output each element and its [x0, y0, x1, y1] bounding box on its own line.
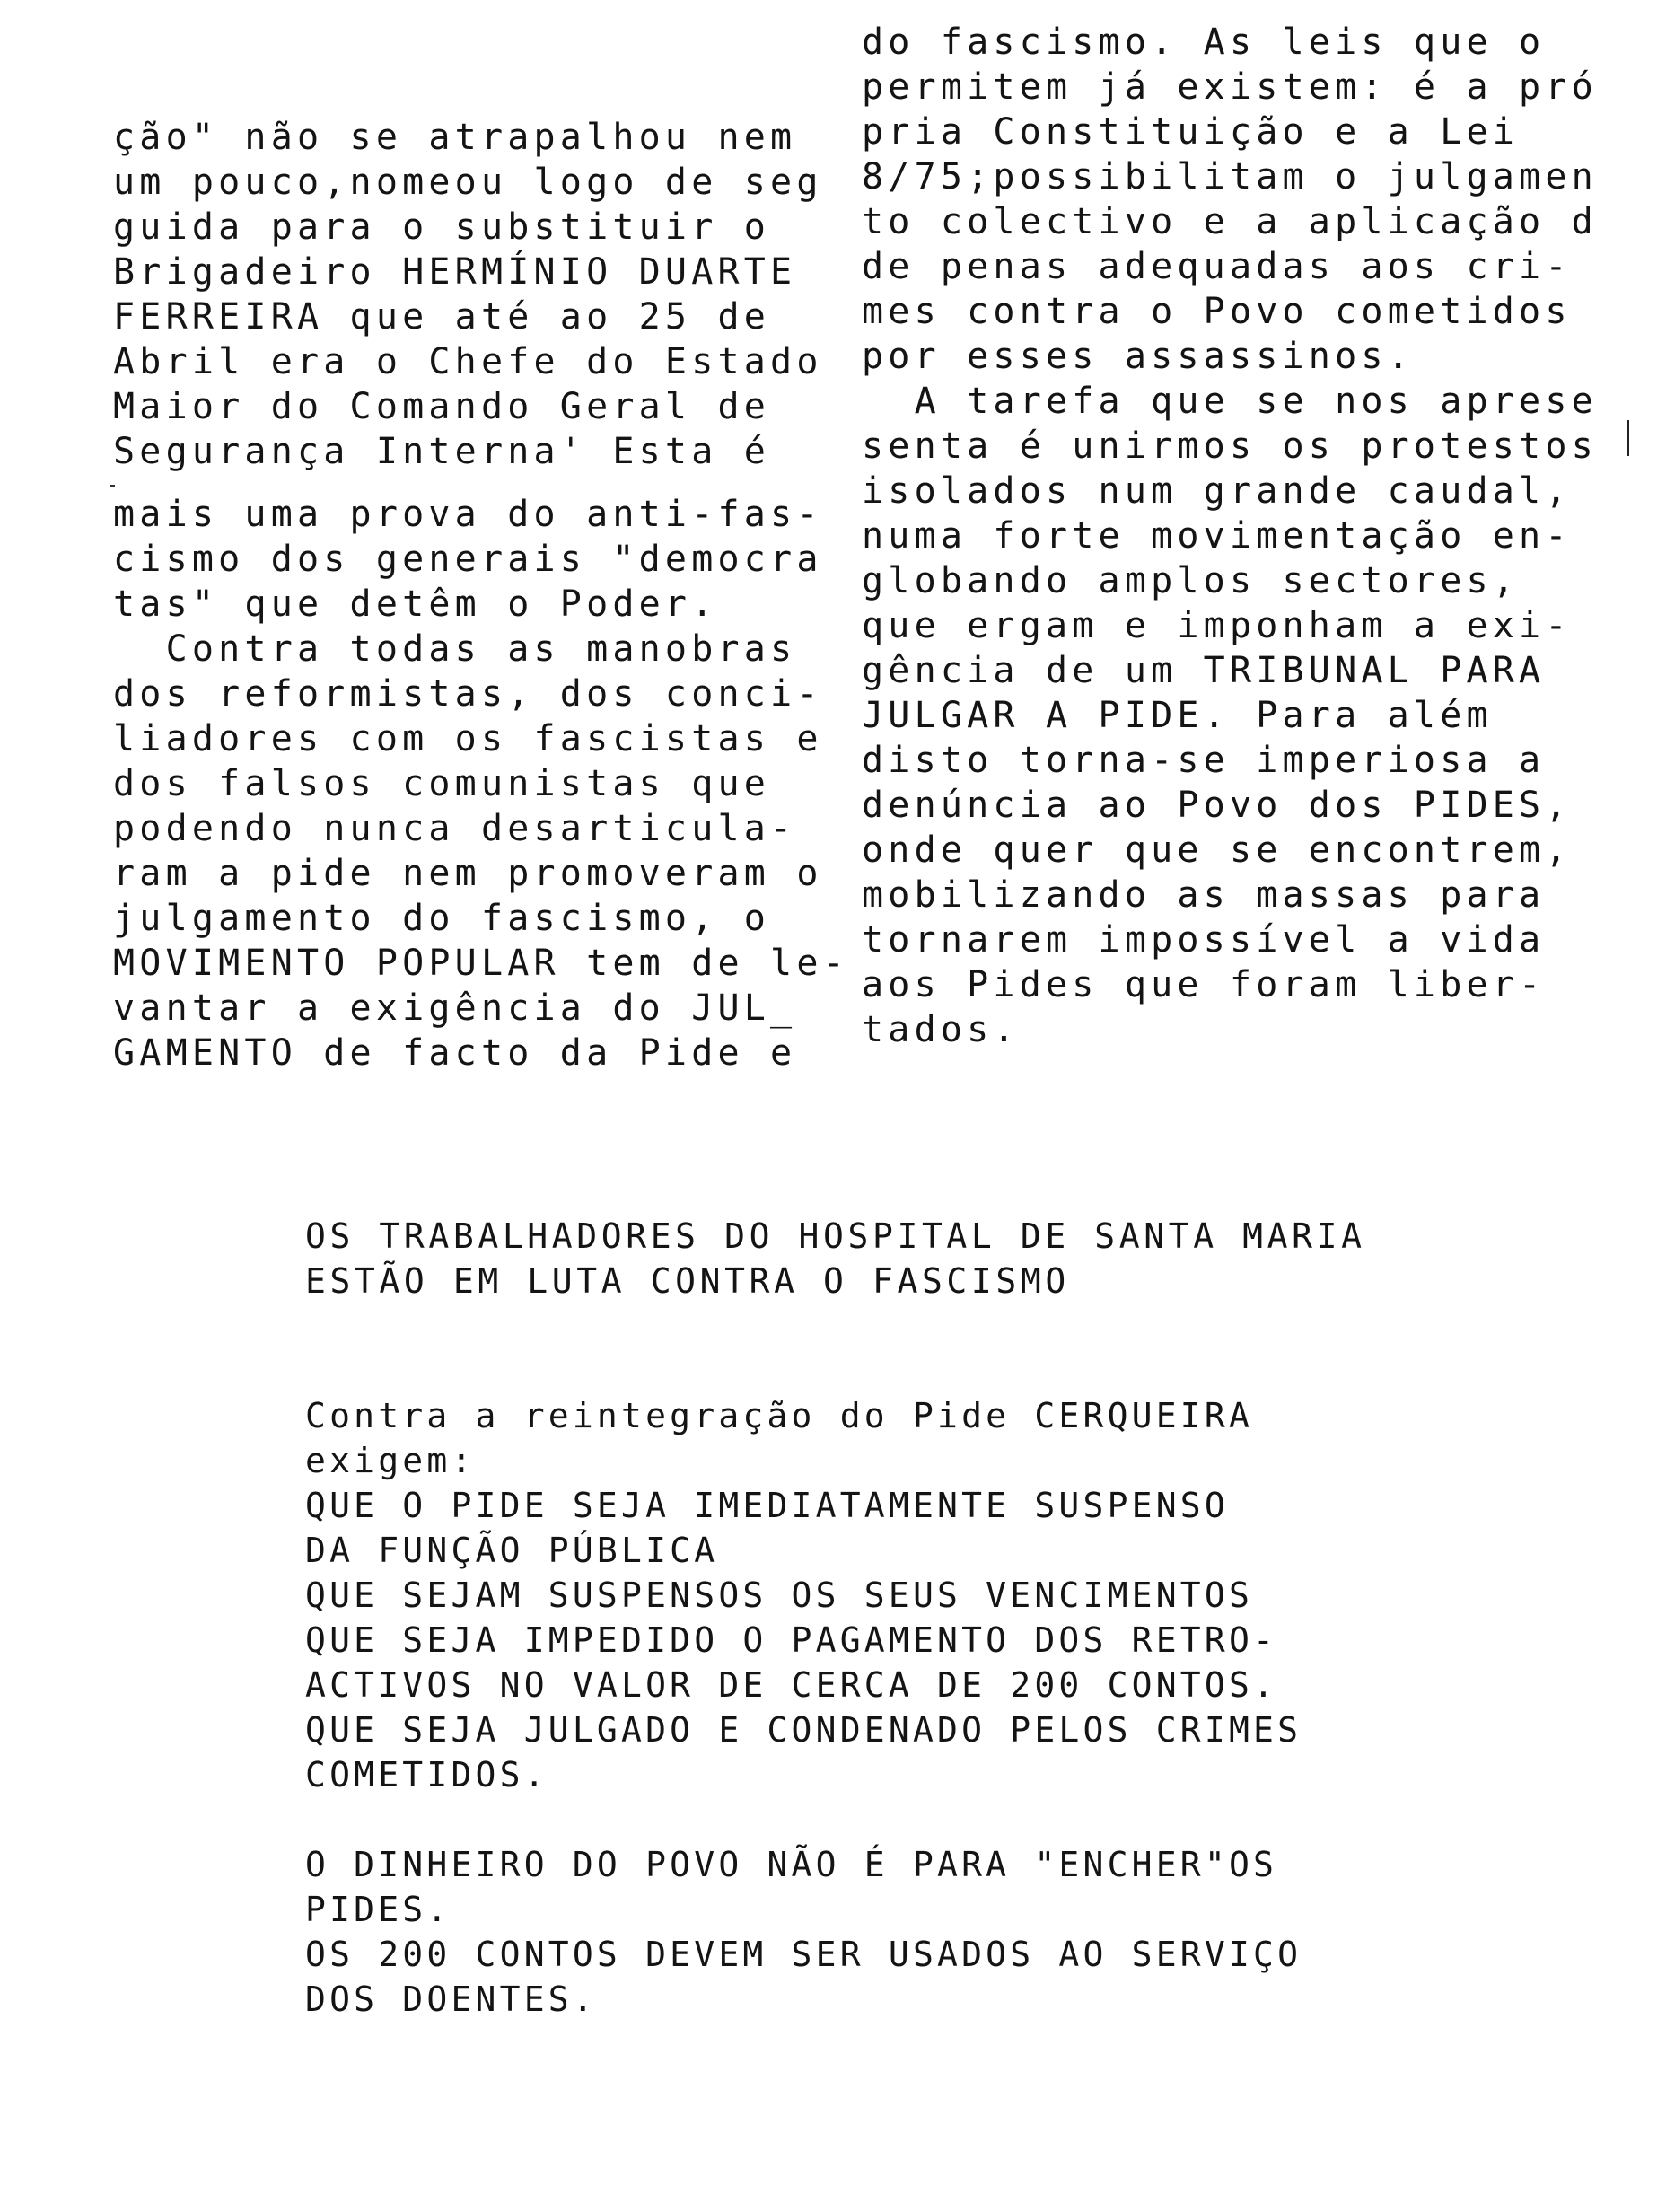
text-line: gência de um TRIBUNAL PARA: [862, 650, 1546, 691]
heading-line: ESTÃO EM LUTA CONTRA O FASCISMO: [305, 1261, 1070, 1301]
text-line: julgamento do fascismo, o: [113, 898, 771, 939]
right-text-column: [862, 20, 1652, 1052]
stray-bar-mark: [1627, 420, 1629, 456]
text-line: pria Constituição e a Lei: [862, 111, 1520, 153]
demand-line: QUE SEJAM SUSPENSOS OS SEUS VENCIMENTOS: [305, 1576, 1254, 1615]
text-line: Brigadeiro HERMÍNIO DUARTE: [113, 251, 797, 293]
left-text-column: [113, 115, 849, 1075]
hospital-notice-block: [305, 1214, 1544, 2022]
text-line: ram a pide nem promoveram o: [113, 853, 823, 894]
text-line: mais uma prova do anti-fas-: [113, 494, 823, 535]
text-line: globando amplos sectores,: [862, 560, 1520, 601]
text-line: Abril era o Chefe do Estado: [113, 341, 823, 382]
demand-line: ACTIVOS NO VALOR DE CERCA DE 200 CONTOS.: [305, 1665, 1278, 1705]
text-line: um pouco,nomeou logo de seg: [113, 162, 823, 203]
stray-dash-mark: [110, 485, 115, 487]
text-line: disto torna-se imperiosa a: [862, 740, 1546, 781]
text-line: denúncia ao Povo dos PIDES,: [862, 785, 1572, 826]
text-line: mobilizando as massas para: [862, 874, 1546, 916]
closing-statement: [305, 1842, 1544, 2022]
closing-line: DOS DOENTES.: [305, 1979, 597, 2019]
closing-line: OS 200 CONTOS DEVEM SER USADOS AO SERVIÇO: [305, 1935, 1302, 1974]
text-line: mes contra o Povo cometidos: [862, 291, 1572, 332]
demand-line: QUE SEJA IMPEDIDO O PAGAMENTO DOS RETRO-: [305, 1620, 1278, 1660]
heading-line: OS TRABALHADORES DO HOSPITAL DE SANTA MARIA: [305, 1216, 1366, 1256]
text-line: 8/75;possibilitam o julgamen: [862, 156, 1598, 198]
text-line: que ergam e imponham a exi-: [862, 605, 1572, 646]
text-line: liadores com os fascistas e: [113, 718, 823, 759]
text-line: aos Pides que foram liber-: [862, 964, 1546, 1005]
text-line: JULGAR A PIDE. Para além: [862, 695, 1493, 736]
text-line: FERREIRA que até ao 25 de: [113, 296, 771, 338]
text-line: onde quer que se encontrem,: [862, 830, 1572, 871]
demand-line: QUE O PIDE SEJA IMEDIATAMENTE SUSPENSO: [305, 1486, 1229, 1525]
text-line: do fascismo. As leis que o: [862, 22, 1546, 63]
text-line: tas" que detêm o Poder.: [113, 584, 718, 625]
section-gap: [305, 1797, 1544, 1842]
text-line: senta é unirmos os protestos: [862, 426, 1598, 467]
text-line: to colectivo e a aplicação d: [862, 201, 1598, 242]
demand-line: exigem:: [305, 1441, 476, 1480]
demand-line: COMETIDOS.: [305, 1755, 548, 1795]
text-line: dos reformistas, dos conci-: [113, 673, 823, 715]
line-gap: [113, 474, 849, 492]
text-line: numa forte movimentação en-: [862, 515, 1572, 557]
text-line: tornarem impossível a vida: [862, 919, 1546, 961]
text-line: A tarefa que se nos aprese: [862, 381, 1598, 422]
text-line: guida para o substituir o: [113, 206, 771, 248]
text-line: podendo nunca desarticula-: [113, 808, 797, 849]
text-line: Maior do Comando Geral de: [113, 386, 771, 427]
demand-line: DA FUNÇÃO PÚBLICA: [305, 1531, 719, 1570]
demand-line: Contra a reintegração do Pide CERQUEIRA: [305, 1396, 1254, 1435]
demand-line: QUE SEJA JULGADO E CONDENADO PELOS CRIMES: [305, 1710, 1302, 1750]
notice-heading: [305, 1214, 1544, 1304]
text-line: de penas adequadas aos cri-: [862, 246, 1572, 287]
closing-line: O DINHEIRO DO POVO NÃO É PARA "ENCHER"OS: [305, 1845, 1278, 1884]
text-line: tados.: [862, 1009, 1020, 1050]
text-line: GAMENTO de facto da Pide e: [113, 1032, 797, 1074]
demands-list: [305, 1393, 1544, 1797]
text-line: Segurança Interna' Esta é: [113, 431, 771, 472]
text-line: MOVIMENTO POPULAR tem de le-: [113, 943, 849, 984]
text-line: cismo dos generais "democra: [113, 539, 823, 580]
text-line: Contra todas as manobras: [113, 628, 797, 670]
text-line: por esses assassinos.: [862, 336, 1414, 377]
text-line: dos falsos comunistas que: [113, 763, 771, 804]
text-line: vantar a exigência do JUL_: [113, 988, 797, 1029]
text-line: ção" não se atrapalhou nem: [113, 117, 797, 158]
text-line: permitem já existem: é a pró: [862, 66, 1598, 108]
closing-line: PIDES.: [305, 1890, 452, 1929]
section-gap: [305, 1304, 1544, 1393]
text-line: isolados num grande caudal,: [862, 470, 1572, 512]
